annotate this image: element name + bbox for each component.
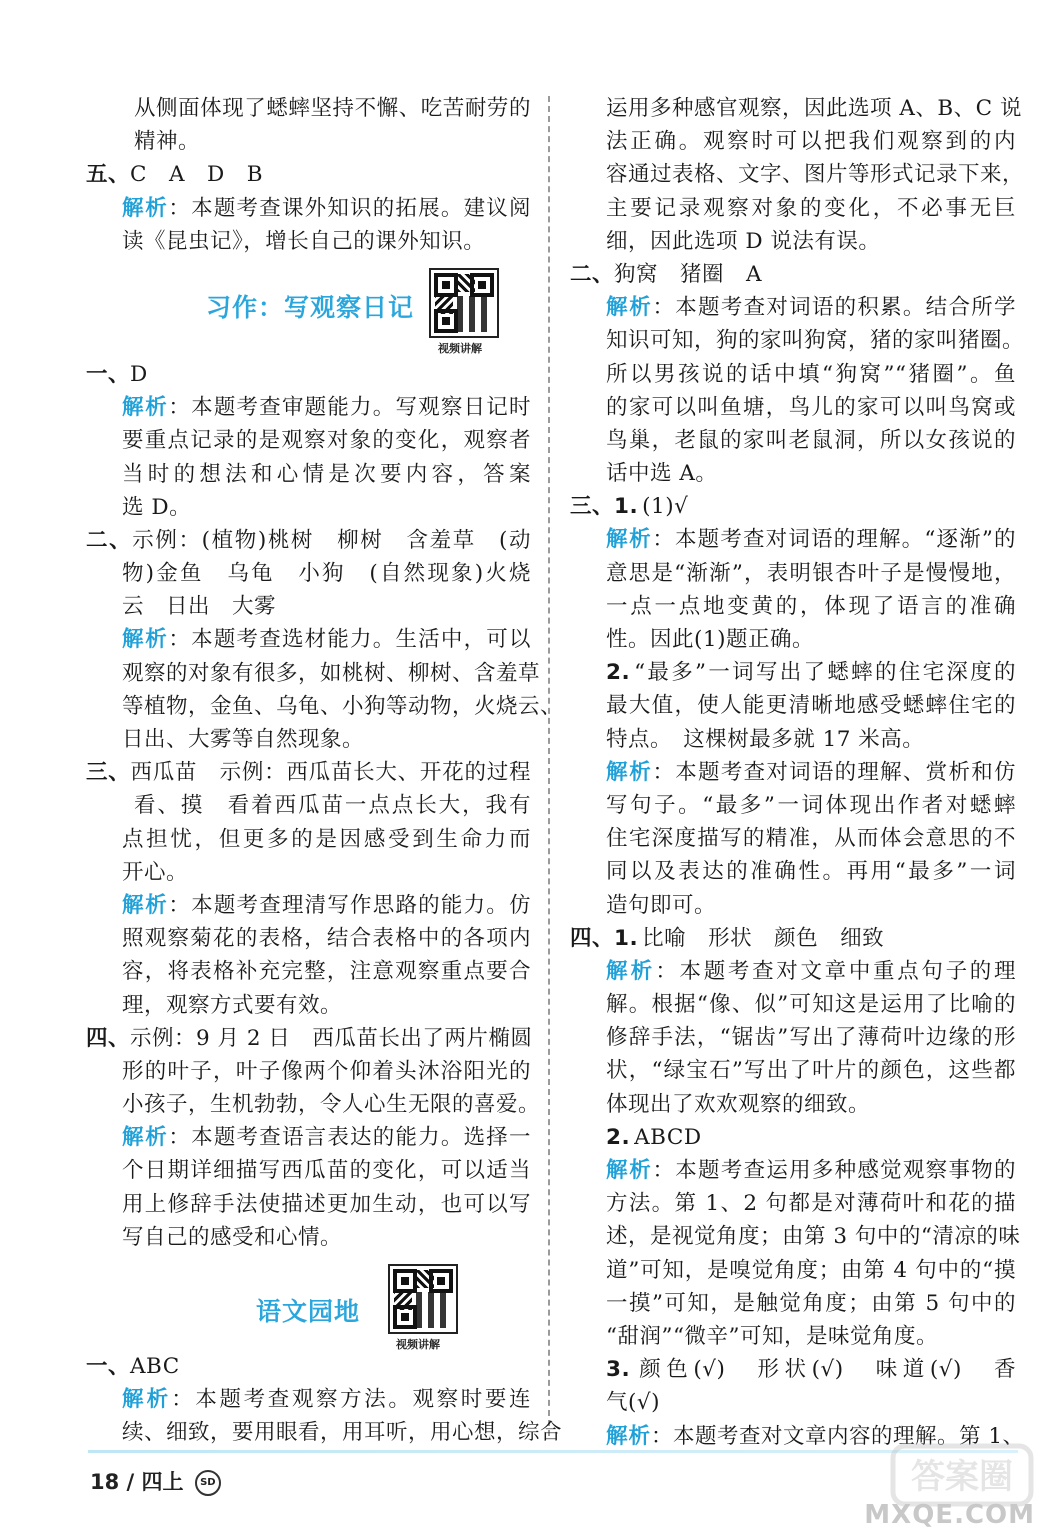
analysis-line: 的家可以叫鱼塘，鸟儿的家可以叫鸟窝或: [606, 394, 1016, 420]
analysis-line: 解析：本题考查对文章中重点句子的理: [606, 958, 1016, 984]
question-w4: 四、示例：9 月 2 日 西瓜苗长出了两片椭圆: [86, 1025, 533, 1051]
text-line: 从侧面体现了蟋蟀坚持不懈、吃苦耐劳的: [134, 96, 531, 121]
analysis-line: 解析：本题考查对词语的理解、赏析和仿: [606, 759, 1016, 785]
analysis-label: 解析: [122, 395, 169, 421]
text-line: 法正确。观察时可以把我们观察到的内: [606, 129, 1016, 155]
analysis-line: 解析：本题考查选材能力。生活中，可以: [122, 627, 531, 653]
text-line: 精神。: [134, 129, 201, 155]
analysis-line: 选 D。: [122, 494, 192, 520]
analysis-line: 写自己的感受和心情。: [122, 1224, 343, 1250]
analysis-label: 解析: [606, 759, 653, 785]
analysis-line: 造句即可。: [606, 892, 717, 918]
analysis-label: 解析: [122, 1387, 172, 1413]
question-g4: 四、1. 比喻 形状 颜色 细致: [570, 925, 885, 951]
section-title: 语文园地: [256, 1297, 361, 1326]
analysis-line: 解析：本题考查审题能力。写观察日记时: [122, 395, 531, 421]
section-writing-header: [86, 258, 531, 358]
qr-caption: 视频讲解: [438, 341, 482, 355]
analysis-line: 解析：本题考查对词语的积累。结合所学: [606, 295, 1016, 321]
watermark-text: MXQE.COM: [864, 1500, 1035, 1530]
grade-label: 四上: [141, 1470, 184, 1494]
analysis-label: 解析: [122, 892, 169, 918]
qr-code-icon[interactable]: [429, 268, 499, 338]
analysis-line: 观察的对象有很多，如桃树、柳树、含羞草: [122, 660, 541, 686]
analysis-line: 同以及表达的准确性。再用“最多”一词: [606, 859, 1016, 885]
question-w2: 二、示例：(植物)桃树 柳树 含羞草 (动: [86, 527, 531, 553]
analysis-line: 述，是视觉角度；由第 3 句中的“清凉的味: [606, 1224, 1021, 1250]
sub-question: 2. “最多”一词写出了蟋蟀的住宅深度的: [606, 660, 1016, 686]
question-5: [86, 158, 531, 191]
text-line: 容通过表格、文字、图片等形式记录下来，: [606, 162, 1025, 188]
column-divider: [548, 96, 550, 1436]
analysis-line: 当时的想法和心情是次要内容，答案: [122, 461, 531, 487]
analysis-line: “甜润”“微辛”可知，是味觉角度。: [606, 1323, 938, 1349]
analysis-line: 住宅深度描写的精准，从而体会意思的不: [606, 826, 1016, 852]
analysis-label: 解析: [606, 1423, 652, 1449]
qr-code-icon[interactable]: [388, 1264, 458, 1334]
analysis-line: 解析：本题考查观察方法。观察时要连: [122, 1387, 531, 1413]
analysis-label: 解析: [606, 1158, 653, 1183]
analysis-label: 解析: [606, 958, 656, 984]
analysis-line: 理，观察方式要有效。: [122, 992, 343, 1018]
question-w1: 一、D: [86, 361, 148, 387]
analysis-line: 性。因此(1)题正确。: [606, 627, 814, 652]
answer-line: 最大值，使人能更清晰地感受蟋蟀住宅的: [606, 693, 1016, 719]
answer: C A D B: [130, 162, 264, 188]
footer-rule: [88, 1450, 1018, 1453]
question-w3: 三、西瓜苗 示例：西瓜苗长大、开花的过程: [86, 760, 531, 786]
analysis-line: 解析：本题考查运用多种感觉观察事物的: [606, 1158, 1016, 1183]
analysis-line: 等植物，金鱼、乌龟、小狗等动物，火烧云、: [122, 693, 563, 719]
analysis-line: 解析：本题考查课外知识的拓展。建议阅: [122, 195, 531, 221]
page-footer: [90, 1466, 221, 1496]
answer-line: 云 日出 大雾: [122, 594, 277, 620]
text-line: 运用多种感官观察，因此选项 A、B、C 说: [606, 96, 1022, 121]
analysis-line: 方法。第 1、2 句都是对薄荷叶和花的描: [606, 1191, 1016, 1217]
analysis-line: 日出、大雾等自然现象。: [122, 727, 365, 752]
analysis-line: 鸟巢，老鼠的家叫老鼠洞，所以女孩说的: [606, 427, 1016, 453]
answer-line: 气(√): [606, 1390, 660, 1416]
qr-caption: 视频讲解: [396, 1338, 440, 1351]
analysis-label: 解析: [122, 1125, 169, 1151]
analysis-line: 状，“绿宝石”写出了叶片的颜色，这些都: [606, 1058, 1016, 1084]
sd-badge-icon: SD: [195, 1470, 221, 1496]
analysis-line: 读《昆虫记》，增长自己的课外知识。: [122, 228, 486, 254]
answer-line: 看、摸 看着西瓜苗一点点长大，我有: [134, 793, 531, 819]
analysis-line: 一点一点地变黄的，体现了语言的准确: [606, 593, 1016, 619]
sub-question: 3. 颜色(√) 形状(√) 味道(√) 香: [606, 1357, 1016, 1383]
analysis-line: 续、细致，要用眼看，用耳听，用心想，综合: [122, 1420, 563, 1446]
answer-line: 形的叶子，叶子像两个仰着头沐浴阳光的: [122, 1058, 531, 1084]
watermark-logo-text: 答案圈: [911, 1457, 1013, 1497]
analysis-line: 用上修辞手法使描述更加生动，也可以写: [122, 1191, 531, 1217]
analysis-line: 解。根据“像、似”可知这是运用了比喻的: [606, 992, 1016, 1018]
text-line: 细，因此选项 D 说法有误。: [606, 228, 881, 254]
analysis-line: 容，将表格补充完整，注意观察重点要合: [122, 959, 531, 985]
analysis-line: 解析：本题考查语言表达的能力。选择一: [122, 1125, 531, 1151]
analysis-line: 照观察菊花的表格，结合表格中的各项内: [122, 926, 531, 952]
analysis-line: 道”可知，是嗅觉角度；由第 4 句中的“摸: [606, 1257, 1016, 1283]
sub-question: 2. ABCD: [606, 1124, 702, 1150]
question-g3: 三、1. (1)√: [570, 494, 689, 520]
section-garden-header: [86, 1254, 531, 1350]
analysis-line: 体现出了欢欢观察的细致。: [606, 1091, 871, 1117]
answer-line: 特点。 这棵树最多就 17 米高。: [606, 726, 925, 752]
analysis-label: 解析: [606, 295, 653, 321]
analysis-line: 话中选 A。: [606, 461, 718, 487]
right-column: [570, 92, 1025, 1453]
analysis-line: 一摸”可知，是触觉角度；由第 5 句中的: [606, 1290, 1016, 1316]
analysis-line: 知识可知，狗的家叫狗窝，猪的家叫猪圈。: [606, 328, 1025, 354]
answer-line: 点担忧，但更多的是因感受到生命力而: [122, 826, 531, 852]
page-number: 18: [90, 1470, 120, 1494]
page-separator: /: [126, 1470, 135, 1494]
text-line: 主要记录观察对象的变化，不必事无巨: [606, 195, 1016, 221]
section-title: 习作：写观察日记: [206, 292, 415, 322]
analysis-label: 解析: [606, 527, 653, 553]
analysis-line: 所以男孩说的话中填“狗窝”“猪圈”。鱼: [606, 361, 1016, 387]
analysis-line: 解析：本题考查对词语的理解。“逐渐”的: [606, 527, 1016, 553]
answer-line: 开心。: [122, 859, 189, 885]
analysis-line: 写句子。“最多”一词体现出作者对蟋蟀: [606, 792, 1016, 818]
analysis-line: 个日期详细描写西瓜苗的变化，可以适当: [122, 1158, 531, 1184]
analysis-line: 要重点记录的是观察对象的变化，观察者: [122, 428, 531, 454]
left-column: [86, 92, 563, 1450]
question-g1: 一、ABC: [86, 1354, 180, 1379]
analysis-line: 解析：本题考查理清写作思路的能力。仿: [122, 892, 531, 918]
question-number: 五、: [86, 162, 131, 188]
answer-line: 小孩子，生机勃勃，令人心生无限的喜爱。: [122, 1092, 541, 1118]
analysis-label: 解析: [122, 627, 169, 653]
analysis-label: 解析: [122, 195, 169, 221]
analysis-line: 解析：本题考查对文章内容的理解。第 1、: [606, 1423, 1025, 1449]
analysis-line: 意思是“渐渐”，表明银杏叶子是慢慢地，: [606, 560, 1016, 586]
question-g2: 二、狗窝 猪圈 A: [570, 261, 763, 287]
answer-line: 物)金鱼 乌龟 小狗 (自然现象)火烧: [122, 561, 531, 587]
analysis-line: 修辞手法，“锯齿”写出了薄荷叶边缘的形: [606, 1025, 1016, 1051]
